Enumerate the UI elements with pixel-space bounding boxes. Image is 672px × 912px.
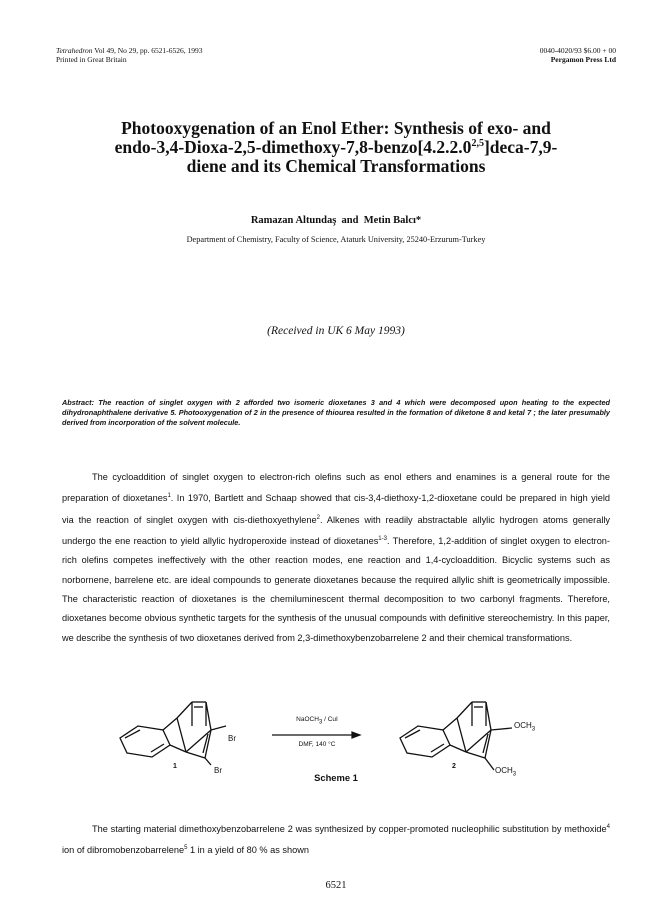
abstract: Abstract: The reaction of singlet oxygen with 2 afforded two isomeric dioxetanes 3 and 4 which were decomposed upon heating to the expected dihydronaphthalene derivative 5. Photooxygenation of 2 in the presence of thiourea resulted in the formation of diketone 8 and ketal 7 ; the later presumably derived from incorporation of the solvent molecule. xyxy=(62,398,610,427)
compound-1-structure xyxy=(120,702,226,765)
reagent-sub: 3 xyxy=(318,719,323,726)
intro-paragraph xyxy=(62,468,610,648)
intro-text-4: . Therefore, 1,2-addition of singlet oxygen to electron-rich olefins competes ineffectively with the other reaction modes, ene reaction and 1,4-cycloaddition. Bicyclic systems such as norbornene, barrelene etc. are ideal compounds to generate dioxetanes because the required allylic shift is geometrically impossible. The characteristic reaction of dioxetanes is the chemiluminescent thermal decomposition to two carbonyl fragments. Therefore, dioxetanes become obvious synthetic targets for the synthesis of the unusual compounds with definitive stereochemistry. In this paper, we describe the synthesis of two dioxetanes derived from 2,3-dimethoxybenzobarrelene 2 and their chemical transformations. xyxy=(62,536,610,643)
left-substituent-2: Br xyxy=(214,766,222,775)
second-paragraph xyxy=(62,818,610,860)
title-line-2 xyxy=(60,138,612,157)
intro-text-2: . In 1970, Bartlett and Schaap showed that cis-3,4-diethoxy-1,2-dioxetane could be prepared in high yield via the reaction of singlet oxygen with cis-diethoxyethylene xyxy=(62,493,610,525)
page-number: 6521 xyxy=(325,880,347,891)
ref-2: 2 xyxy=(316,514,320,521)
title-line-1: Photooxygenation of an Enol Ether: Synthesis of exo- and xyxy=(121,118,551,138)
para2-text-3: 1 in a yield of 80 % as shown xyxy=(187,845,309,856)
right-sub2-base: OCH xyxy=(495,766,513,775)
printed-note: Printed in Great Britain xyxy=(56,55,127,64)
right-sub1-base: OCH xyxy=(514,721,532,730)
right-sub2-subscript: 3 xyxy=(512,771,517,778)
article-title xyxy=(60,119,612,176)
ref-3: 1-3 xyxy=(378,536,387,543)
reagent-end: / CuI xyxy=(322,716,338,723)
compound-2-label: 2 xyxy=(452,763,456,770)
intro-text-3: . Alkenes with readily abstractable allylic hydrogen atoms generally undergo the ene reaction to yield allylic hydroperoxide instead of dioxetanes xyxy=(62,514,611,547)
journal-name: Tetrahedron xyxy=(56,46,93,55)
compound-2-structure xyxy=(400,702,512,770)
author-1: Ramazan Altundaş xyxy=(250,215,337,226)
volume-info: Vol 49, No 29, pp. 6521-6526, 1993 xyxy=(94,46,203,55)
right-sub1-subscript: 3 xyxy=(531,726,536,733)
scheme-1 xyxy=(0,690,672,800)
issn-price: 0040-4020/93 $6.00 + 00 xyxy=(539,46,616,55)
title-line-2-a: endo-3,4-Dioxa-2,5-dimethoxy-7,8-benzo[4.2.2.0 xyxy=(114,137,472,157)
intro-text-1: The cycloaddition of singlet oxygen to electron-rich olefins such as enol ethers and enamines is a general route for the preparation of dioxetanes xyxy=(62,472,610,504)
affiliation: Department of Chemistry, Faculty of Science, Ataturk University, 25240-Erzurum-Turkey xyxy=(186,235,486,244)
reaction-arrow xyxy=(272,732,360,738)
para2-text-1: The starting material dimethoxybenzobarrelene 2 was synthesized by copper-promoted nucleophilic substitution by methoxide xyxy=(92,824,607,835)
right-substituent-1 xyxy=(514,721,535,733)
ref-5: 5 xyxy=(184,845,188,852)
scheme-caption: Scheme 1 xyxy=(314,772,358,783)
ref-4: 4 xyxy=(606,824,610,830)
left-substituent-1: Br xyxy=(228,734,236,743)
ref-1: 1 xyxy=(167,493,171,500)
title-line-3: diene and its Chemical Transformations xyxy=(186,156,486,176)
publisher-info xyxy=(540,46,616,64)
author-separator: and xyxy=(341,215,359,226)
journal-citation xyxy=(56,46,203,64)
received-date: (Received in UK 6 May 1993) xyxy=(267,325,405,337)
reagent-base: NaOCH xyxy=(296,716,319,723)
compound-1-label: 1 xyxy=(173,763,177,770)
title-superscript: 2,5 xyxy=(471,138,484,150)
para2-text-2: ion of dibromobenzobarrelene xyxy=(62,845,185,856)
author-list xyxy=(60,215,612,226)
author-2: Metin Balcı* xyxy=(363,215,422,226)
reagent-top xyxy=(282,716,352,725)
title-line-2-b: ]deca-7,9- xyxy=(483,137,558,157)
publisher-name: Pergamon Press Ltd xyxy=(550,55,616,64)
reagent-bottom: DMF, 140 °C xyxy=(298,741,336,748)
